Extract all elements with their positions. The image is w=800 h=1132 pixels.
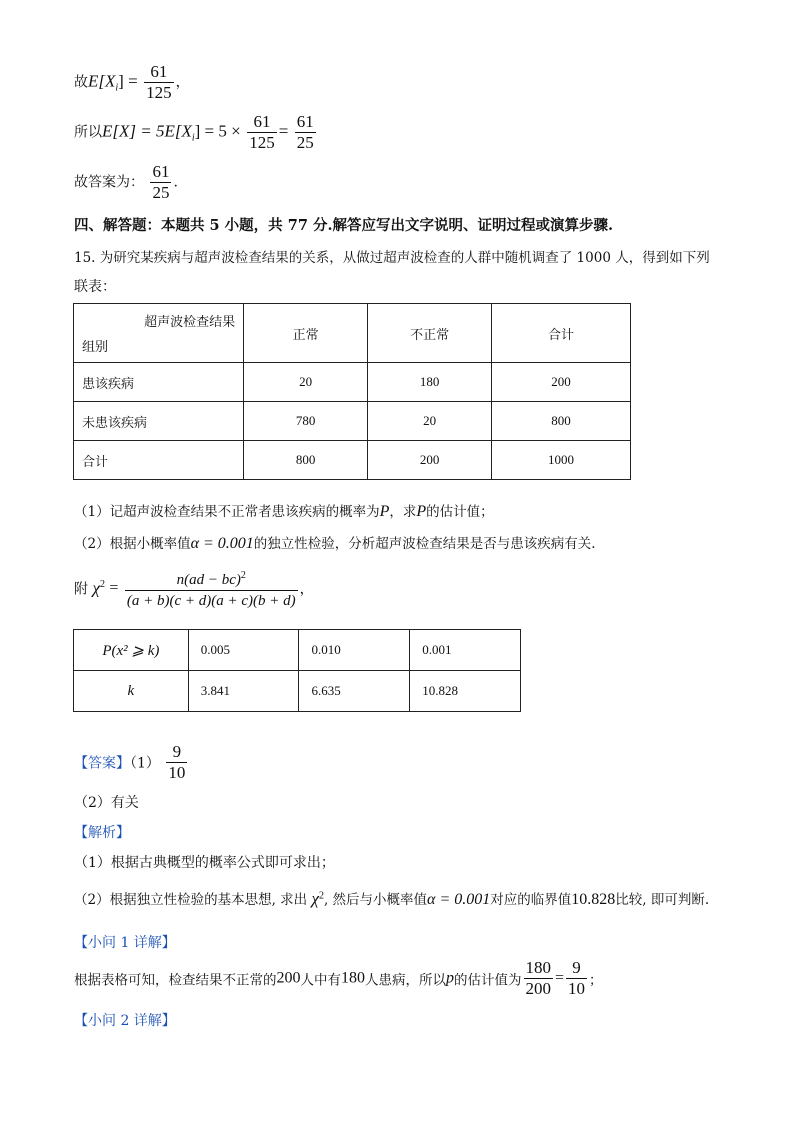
detail-2-tag: 【小问 2 详解】 xyxy=(74,1013,176,1029)
detail-text: 人中有 xyxy=(300,972,341,989)
denominator: 25 xyxy=(152,183,170,202)
analysis-text: 对应的临界值 xyxy=(490,892,572,908)
chi-fraction xyxy=(125,566,298,611)
alpha-value: α = 0.001 xyxy=(427,891,491,908)
fraction-61-125 xyxy=(144,62,174,103)
problem-line-1: 15. 为研究某疾病与超声波检查结果的关系，从做过超声波检查的人群中随机调查了 1000 人，得到如下列 xyxy=(74,250,710,266)
denominator: 125 xyxy=(249,133,275,152)
denominator: 125 xyxy=(146,83,172,102)
table-cell: 1000 xyxy=(492,441,631,480)
table-row xyxy=(74,402,631,441)
detail-1-tag: 【小问 1 详解】 xyxy=(74,935,176,951)
analysis-text: 比较, 即可判断. xyxy=(615,892,710,908)
numerator: 61 xyxy=(247,112,277,133)
table-cell: 200 xyxy=(368,441,492,480)
number-180: 180 xyxy=(341,969,365,987)
alpha-value: α = 0.001 xyxy=(190,535,254,552)
table-cell: 20 xyxy=(368,402,492,441)
numerator: 9 xyxy=(566,958,587,979)
chi-symbol: χ xyxy=(311,889,319,908)
equals-sign: = xyxy=(278,121,289,141)
header-bottom-label: 组别 xyxy=(82,339,109,354)
table-row xyxy=(74,441,631,480)
analysis-text: , 然后与小概率值 xyxy=(323,892,428,908)
numerator-sup: 2 xyxy=(240,570,246,581)
question-2 xyxy=(74,532,596,553)
table-cell: 10.828 xyxy=(410,671,521,712)
line-expectation-xi xyxy=(74,62,190,103)
table-cell: 3.841 xyxy=(188,671,299,712)
answer-part-1: （1） xyxy=(130,755,160,772)
detail-1-line xyxy=(74,958,603,999)
period: . xyxy=(173,174,178,191)
formula-prefix: 附 xyxy=(74,581,88,598)
numerator: 61 xyxy=(144,62,174,83)
fraction-9-10 xyxy=(566,958,587,999)
table-header-row xyxy=(74,304,631,363)
numerator: 61 xyxy=(296,112,314,131)
question-text: （1）记超声波检查结果不正常者患该疾病的概率为 xyxy=(74,504,380,520)
table-cell: 0.005 xyxy=(188,630,299,671)
table-cell: 20 xyxy=(244,363,368,402)
table-cell: 0.001 xyxy=(410,630,521,671)
fraction-180-200 xyxy=(524,958,554,999)
chi-square-formula xyxy=(74,566,314,611)
denominator: 200 xyxy=(525,979,551,998)
question-text: ，求 xyxy=(389,504,417,520)
table-cell: 0.010 xyxy=(299,630,410,671)
column-header: 正常 xyxy=(244,304,368,363)
row-label: 患该疾病 xyxy=(74,363,244,402)
table-cell: 800 xyxy=(244,441,368,480)
answer-line xyxy=(74,742,189,783)
formula-suffix: ， xyxy=(299,581,314,598)
analysis-text: （2）根据独立性检验的基本思想, 求出 xyxy=(74,892,308,908)
analysis-line-1: （1）根据古典概型的概率公式即可求出； xyxy=(74,855,335,871)
detail-text: 的估计值为 xyxy=(454,972,522,989)
numerator xyxy=(125,566,298,591)
table-cell: 780 xyxy=(244,402,368,441)
math-sub: i xyxy=(115,82,119,94)
line-prefix: 故答案为： xyxy=(74,174,144,191)
comma: ， xyxy=(175,74,190,91)
answer-tag: 【答案】 xyxy=(74,755,130,772)
column-header: 合计 xyxy=(492,304,631,363)
header-top-label: 超声波检查结果 xyxy=(144,314,236,329)
semicolon: ； xyxy=(589,972,603,989)
table-cell: 200 xyxy=(492,363,631,402)
row-label: k xyxy=(74,671,189,712)
critical-value: 10.828 xyxy=(571,891,616,908)
table-cell: 6.635 xyxy=(299,671,410,712)
denominator: 25 xyxy=(296,133,314,152)
table-row xyxy=(74,630,521,671)
line-answer xyxy=(74,162,178,203)
line-prefix: 所以 xyxy=(74,124,102,141)
line-prefix: 故 xyxy=(74,74,88,91)
question-text: 的独立性检验，分析超声波检查结果是否与患该疾病有关. xyxy=(253,536,596,552)
analysis-line-2 xyxy=(74,888,709,909)
answer-fraction xyxy=(166,742,187,783)
column-header: 不正常 xyxy=(368,304,492,363)
math-mid: ] = 5 × xyxy=(194,121,241,141)
math-sub: i xyxy=(191,132,195,144)
equals-sign: = xyxy=(109,579,119,597)
header-diagonal-cell xyxy=(74,304,244,363)
denominator: 10 xyxy=(168,763,186,782)
contingency-table xyxy=(73,303,631,480)
math-expr-end: ] = xyxy=(118,71,138,91)
table-row xyxy=(74,363,631,402)
fraction-61-125 xyxy=(247,112,277,153)
denominator: 10 xyxy=(568,979,586,998)
section-heading: 四、解答题：本题共 5 小题，共 77 分.解答应写出文字说明、证明过程或演算步骤. xyxy=(74,217,614,234)
question-text: 的估计值； xyxy=(426,504,494,520)
number-200: 200 xyxy=(276,969,301,987)
numerator: 180 xyxy=(525,958,551,977)
numerator-text: n(ad − bc) xyxy=(176,572,241,588)
detail-text: 人患病，所以 xyxy=(365,972,446,989)
line-expectation-x xyxy=(74,112,318,153)
denominator: (a + b)(c + d)(a + c)(b + d) xyxy=(126,593,296,609)
row-label: 未患该疾病 xyxy=(74,402,244,441)
answer-part-2: （2）有关 xyxy=(74,795,139,811)
var-p: P xyxy=(416,503,427,520)
numerator: 9 xyxy=(166,742,187,763)
row-label: 合计 xyxy=(74,441,244,480)
question-1 xyxy=(74,500,494,521)
fraction-61-25 xyxy=(295,112,316,153)
analysis-tag: 【解析】 xyxy=(74,825,130,841)
fraction-61-25 xyxy=(150,162,171,203)
row-label: P(x² ⩾ k) xyxy=(74,630,189,671)
chi-sup: 2 xyxy=(318,890,324,902)
problem-line-2: 联表： xyxy=(74,279,116,295)
equals-sign: = xyxy=(555,969,565,987)
math-expr: E[X xyxy=(88,71,116,91)
detail-text: 根据表格可知，检查结果不正常的 xyxy=(74,972,277,989)
critical-value-table xyxy=(73,629,521,712)
var-p: p xyxy=(446,969,454,987)
numerator: 61 xyxy=(152,162,170,181)
chi-sup: 2 xyxy=(99,578,105,590)
table-row xyxy=(74,671,521,712)
table-cell: 180 xyxy=(368,363,492,402)
table-cell: 800 xyxy=(492,402,631,441)
chi-symbol: χ xyxy=(92,578,100,598)
var-p: P xyxy=(379,503,390,520)
math-expr: E[X] = 5E[X xyxy=(102,121,192,141)
question-text: （2）根据小概率值 xyxy=(74,536,191,552)
